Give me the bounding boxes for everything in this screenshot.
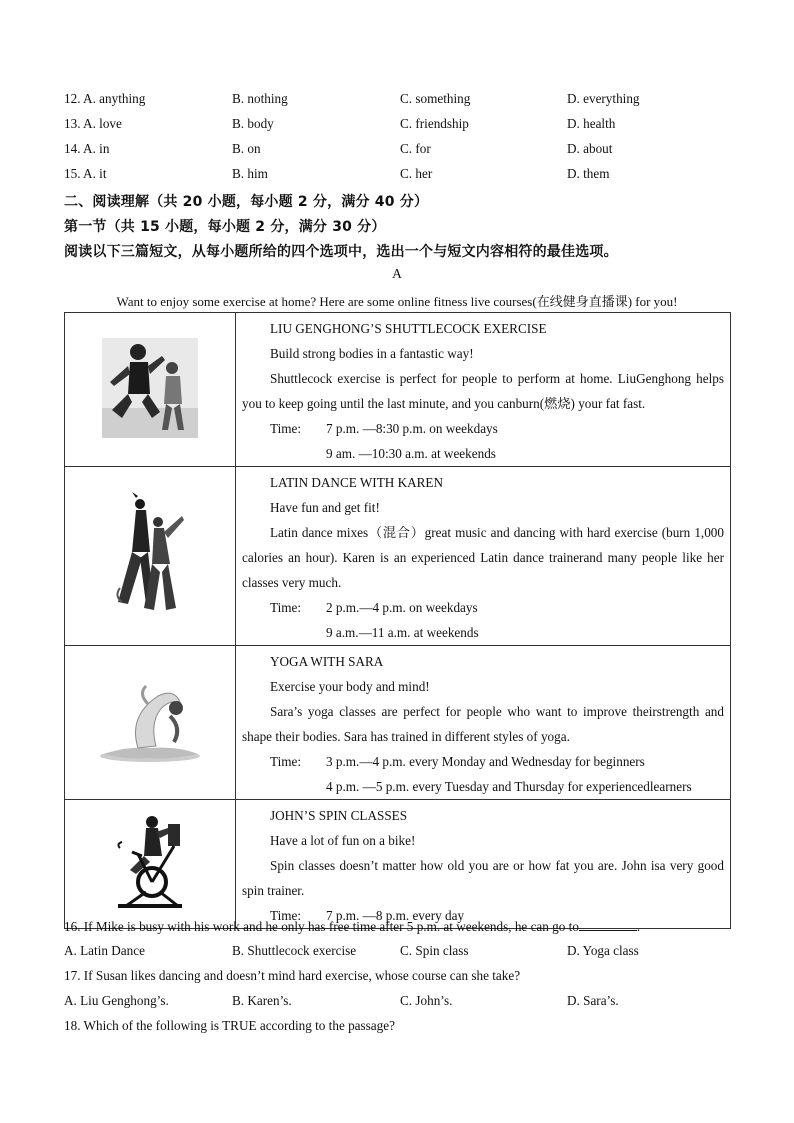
time-label: Time: xyxy=(270,421,302,436)
option: 12. A. anything xyxy=(64,91,146,106)
option: C. her xyxy=(400,166,433,181)
image-cell xyxy=(65,313,236,467)
time-value: 7 p.m. —8 p.m. every day xyxy=(326,908,465,923)
image-cell xyxy=(65,646,236,800)
q16-options xyxy=(64,943,744,965)
time-label: Time: xyxy=(270,754,302,769)
time-value: 4 p.m. —5 p.m. every Tuesday and Thursday for experiencedlearners xyxy=(326,779,692,794)
option: C. something xyxy=(400,91,471,106)
answer-blank xyxy=(579,918,637,931)
course-row-latin xyxy=(65,467,731,646)
option: C. friendship xyxy=(400,116,469,131)
option: B. him xyxy=(232,166,268,181)
course-title: LATIN DANCE WITH KAREN xyxy=(270,475,444,490)
course-row-spin xyxy=(65,800,731,929)
q17-options xyxy=(64,993,744,1015)
time-label: Time: xyxy=(270,908,302,923)
course-description: Shuttlecock exercise is perfect for people to perform at home. LiuGenghong helps you to keep going until the last minute, and you canburn(燃烧) your fat fast. xyxy=(242,371,724,411)
course-description: Spin classes doesn’t matter how old you are or how fat you are. John isa very good spin trainer. xyxy=(242,858,724,898)
option: 15. A. it xyxy=(64,166,107,181)
course-title: JOHN’S SPIN CLASSES xyxy=(270,808,408,823)
option: B. Karen’s. xyxy=(232,993,292,1008)
option: B. Shuttlecock exercise xyxy=(232,943,357,958)
option-row-15 xyxy=(64,166,744,188)
text-cell xyxy=(236,800,731,929)
passage-letter: A xyxy=(392,266,402,281)
option: B. on xyxy=(232,141,261,156)
option: D. health xyxy=(567,116,616,131)
text-cell xyxy=(236,467,731,646)
option: C. for xyxy=(400,141,431,156)
option: 13. A. love xyxy=(64,116,122,131)
question-end: . xyxy=(636,919,641,934)
course-title: YOGA WITH SARA xyxy=(270,654,384,669)
option-row-14 xyxy=(64,141,744,163)
course-row-shuttlecock xyxy=(65,313,731,467)
option: A. Liu Genghong’s. xyxy=(64,993,169,1008)
course-description: Latin dance mixes（混合）great music and dancing with hard exercise (burn 1,000 calories an hour). Karen is an experienced Latin dance trainerand many people like her classes very much. xyxy=(242,525,724,590)
time-value: 3 p.m.—4 p.m. every Monday and Wednesday for beginners xyxy=(326,754,645,769)
part-heading: 二、阅读理解（共 20 小题，每小题 2 分，满分 40 分） xyxy=(64,194,429,210)
time-value: 2 p.m.—4 p.m. on weekdays xyxy=(326,600,478,615)
course-row-yoga xyxy=(65,646,731,800)
option: B. body xyxy=(232,116,274,131)
question-17: 17. If Susan likes dancing and doesn’t mind hard exercise, whose course can she take? xyxy=(64,968,521,983)
image-cell xyxy=(65,467,236,646)
section-heading: 第一节（共 15 小题，每小题 2 分，满分 30 分） xyxy=(64,219,386,235)
time-value: 9 a.m.—11 a.m. at weekends xyxy=(326,625,479,640)
option: C. John’s. xyxy=(400,993,453,1008)
option: D. about xyxy=(567,141,613,156)
option-row-12 xyxy=(64,91,744,113)
option: D. them xyxy=(567,166,610,181)
question-text: 16. If Mike is busy with his work and he only has free time after 5 p.m. at weekends, he can go to xyxy=(64,919,579,934)
option: A. Latin Dance xyxy=(64,943,145,958)
time-value: 9 am. —10:30 a.m. at weekends xyxy=(326,446,496,461)
option: D. everything xyxy=(567,91,640,106)
course-title: LIU GENGHONG’S SHUTTLECOCK EXERCISE xyxy=(270,321,547,336)
spin-bike-photo xyxy=(112,812,188,912)
text-cell xyxy=(236,646,731,800)
yoga-photo xyxy=(98,676,202,766)
latin-dance-photo xyxy=(110,492,190,616)
option: 14. A. in xyxy=(64,141,110,156)
option: C. Spin class xyxy=(400,943,469,958)
time-value: 7 p.m. —8:30 p.m. on weekdays xyxy=(326,421,498,436)
passage-intro: Want to enjoy some exercise at home? Here are some online fitness live courses(在线健身直播课) for you! xyxy=(116,294,678,309)
image-cell xyxy=(65,800,236,929)
text-cell xyxy=(236,313,731,467)
option: B. nothing xyxy=(232,91,288,106)
shuttlecock-exercise-photo xyxy=(102,338,198,438)
course-subtitle: Exercise your body and mind! xyxy=(270,679,430,694)
course-subtitle: Have a lot of fun on a bike! xyxy=(270,833,416,848)
question-18: 18. Which of the following is TRUE according to the passage? xyxy=(64,1018,395,1033)
option: D. Yoga class xyxy=(567,943,639,958)
question-16 xyxy=(64,918,640,935)
option: D. Sara’s. xyxy=(567,993,619,1008)
instruction-text: 阅读以下三篇短文，从每小题所给的四个选项中，选出一个与短文内容相符的最佳选项。 xyxy=(64,244,618,260)
course-description: Sara’s yoga classes are perfect for people who want to improve theirstrength and shape their bodies. Sara has trained in different styles of yoga. xyxy=(242,704,724,744)
course-subtitle: Build strong bodies in a fantastic way! xyxy=(270,346,474,361)
time-label: Time: xyxy=(270,600,302,615)
course-table xyxy=(64,312,731,929)
course-subtitle: Have fun and get fit! xyxy=(270,500,380,515)
option-row-13 xyxy=(64,116,744,138)
